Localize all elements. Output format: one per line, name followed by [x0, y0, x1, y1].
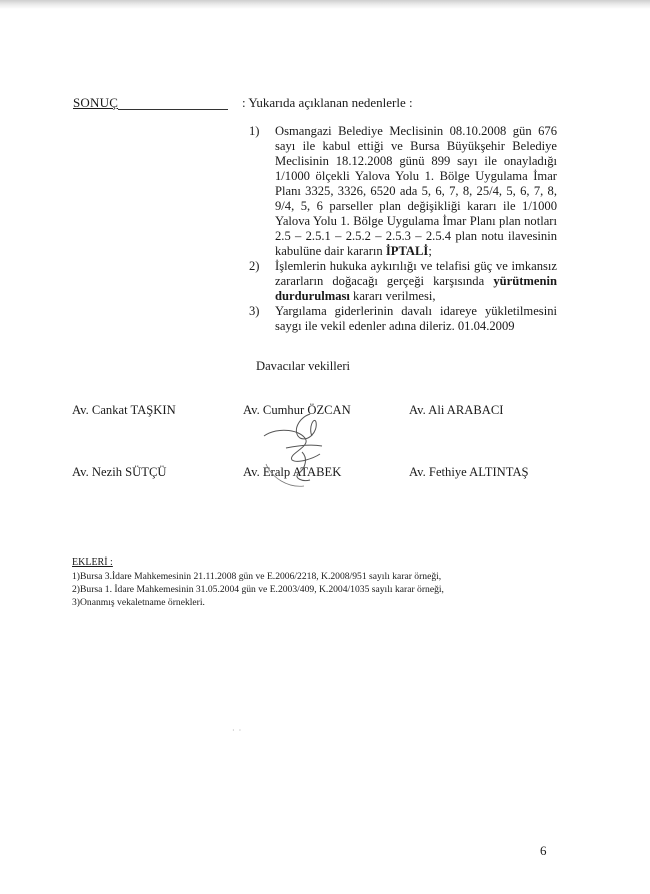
- attachments-list: [72, 570, 444, 609]
- plaintiffs-attorneys-label: Davacılar vekilleri: [256, 359, 351, 373]
- item-text: İşlemlerin hukuka aykırılığı ve telafisi güç ve imkansız zararların doğacağı gerçeği karşısında: [275, 259, 557, 288]
- lawyer-name: Av. Nezih SÜTÇÜ: [72, 465, 167, 479]
- lawyer-name: Av. Cumhur ÖZCAN: [243, 403, 351, 417]
- lawyer-name: Av. Eralp ATABEK: [243, 465, 342, 479]
- item-tail: ;: [428, 244, 432, 258]
- lawyer-name: Av. Ali ARABACI: [409, 403, 504, 417]
- heading-underline: [118, 109, 228, 110]
- request-list: [249, 124, 557, 334]
- item-bold-text: İPTALİ: [385, 244, 429, 258]
- attachments-title: EKLERİ :: [72, 557, 113, 568]
- list-item: [249, 304, 557, 334]
- item-tail: kararı verilmesi,: [349, 289, 436, 303]
- list-item: [249, 259, 557, 304]
- scan-edge: [0, 0, 650, 9]
- attachment-item: 3)Onanmış vekaletname örnekleri.: [72, 597, 205, 608]
- item-number: 1): [249, 124, 260, 138]
- attachment-item: 1)Bursa 3.İdare Mahkemesinin 21.11.2008 gün ve E.2006/2218, K.2008/951 sayılı karar örneği,: [72, 571, 442, 582]
- item-text: Yargılama giderlerinin davalı idareye yükletilmesini saygı ile vekil edenler adına dileriz. 01.04.2009: [275, 304, 557, 333]
- lawyer-name: Av. Cankat TAŞKIN: [72, 403, 176, 417]
- intro-text: : Yukarıda açıklanan nedenlerle :: [242, 95, 413, 110]
- item-bold-text: yürütmenin durdurulması: [275, 274, 557, 303]
- list-item: [249, 124, 557, 259]
- scan-specks: · ·: [232, 726, 243, 735]
- section-heading: SONUÇ: [73, 95, 119, 110]
- item-number: 3): [249, 304, 260, 318]
- attachment-item: 2)Bursa 1. İdare Mahkemesinin 31.05.2004 gün ve E.2003/409, K.2004/1035 sayılı karar örneği,: [72, 584, 444, 595]
- page-number: 6: [540, 843, 547, 858]
- lawyer-name: Av. Fethiye ALTINTAŞ: [409, 465, 529, 479]
- handwritten-signature: [258, 408, 348, 492]
- item-text: Osmangazi Belediye Meclisinin 08.10.2008 gün 676 sayı ile kabul ettiği ve Bursa Büyükşehir Belediye Meclisinin 18.12.2008 günü 899 sayı ile onayladığı 1/1000 ölçekli Yalova Yolu 1. Bölge Uygulama İmar Planı 3325, 3326, 6520 ada 5, 6, 7, 8, 25/4, 5, 6, 7, 8, 9/4, 5, 6 parseller plan değişikliği kararı ile 1/1000 Yalova Yolu 1. Bölge Uygulama İmar Planı plan notları 2.5 – 2.5.1 – 2.5.2 – 2.5.3 – 2.5.4 plan notu ilavesinin kabulüne dair kararın: [275, 124, 557, 258]
- item-number: 2): [249, 259, 260, 273]
